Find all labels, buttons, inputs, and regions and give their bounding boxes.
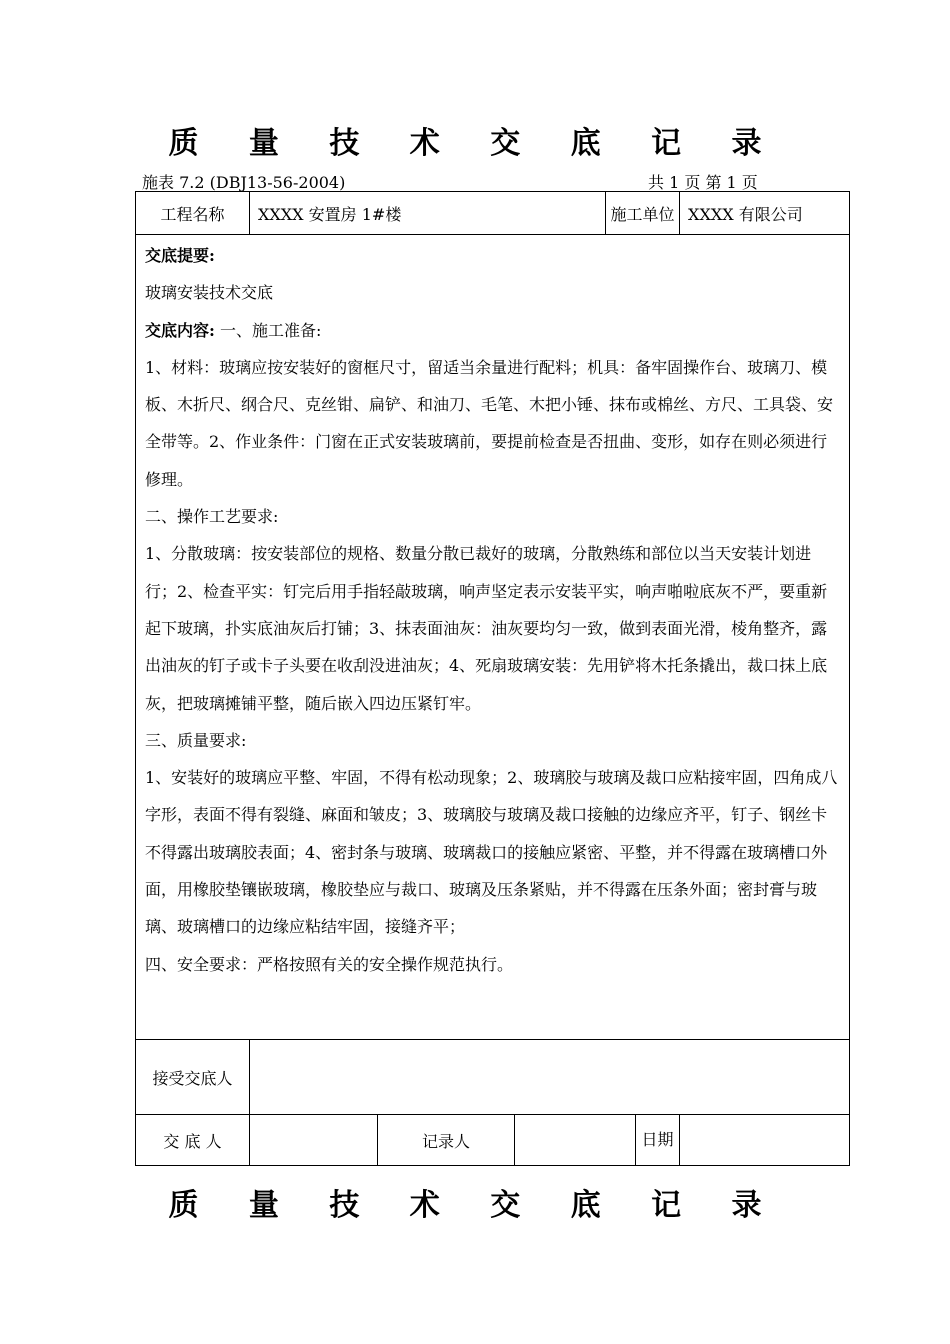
- summary-text: 玻璃安装技术交底: [145, 283, 274, 303]
- presenter-label: 交 底 人: [136, 1115, 250, 1166]
- content-cell: [136, 235, 850, 1040]
- document-title: 质 量 技 术 交 底 记 录: [168, 126, 782, 161]
- paragraph-preparation: 1、材料：玻璃应按安装好的窗框尺寸，留适当余量进行配料；机具：备牢固操作台、玻璃刀、模板、木折尺、纲合尺、克丝钳、扁铲、和油刀、毛笔、木把小锤、抹布或棉丝、方尺、工具袋、安全带等。2、作业条件：门窗在正式安装玻璃前，要提前检查是否扭曲、变形，如存在则必须进行修理。: [145, 357, 834, 489]
- recorder-label: 记录人: [378, 1115, 515, 1166]
- paragraph-quality: 1、安装好的玻璃应平整、牢固，不得有松动现象；2、玻璃胶与玻璃及裁口应粘接牢固，四角成八字形，表面不得有裂缝、麻面和皱皮；3、玻璃胶与玻璃及裁口接触的边缘应齐平，钉子、钢丝卡不得露出玻璃胶表面；4、密封条与玻璃、玻璃裁口的接触应紧密、平整，并不得露在玻璃槽口外面，用橡胶垫镶嵌玻璃，橡胶垫应与裁口、玻璃及压条紧贴，并不得露在压条外面；密封膏与玻璃、玻璃槽口的边缘应粘结牢固，接缝齐平；: [145, 768, 838, 937]
- presenter-value[interactable]: [250, 1115, 378, 1166]
- contractor-value: XXXX 有限公司: [680, 192, 850, 235]
- content-label: 交底内容:: [145, 320, 215, 340]
- paragraph-process: 1、分散玻璃：按安装部位的规格、数量分散已裁好的玻璃，分散熟练和部位以当天安装计划进行；2、检查平实：钉完后用手指轻敲玻璃，响声坚定表示安装平实，响声啪啦底灰不严，要重新起下玻璃，扑实底油灰后打铺；3、抹表面油灰：油灰要均匀一致，做到表面光滑，棱角整齐，露出油灰的钉子或卡子头要在收刮没进油灰；4、死扇玻璃安装：先用铲将木托条撬出，裁口抹上底灰，把玻璃摊铺平整，随后嵌入四边压紧钉牢。: [145, 544, 828, 713]
- form-code: 施表 7.2 (DBJ13-56-2004): [142, 173, 346, 192]
- receiver-label: 接受交底人: [136, 1040, 250, 1115]
- date-label: 日期: [636, 1115, 680, 1166]
- recorder-value[interactable]: [515, 1115, 636, 1166]
- project-name-value: XXXX 安置房 1#楼: [250, 192, 606, 235]
- date-value[interactable]: [680, 1115, 850, 1166]
- receiver-value[interactable]: [250, 1040, 850, 1115]
- record-table: [135, 191, 850, 1166]
- project-name-label: 工程名称: [136, 192, 250, 235]
- section-heading-quality: 三、质量要求:: [145, 730, 247, 750]
- contractor-label: 施工单位: [606, 192, 680, 235]
- section-safety: 四、安全要求：严格按照有关的安全操作规范执行。: [145, 954, 514, 974]
- content-intro: 一、施工准备:: [214, 320, 322, 340]
- page-info: 共 1 页 第 1 页: [648, 173, 758, 192]
- summary-label: 交底提要:: [145, 246, 215, 265]
- document-title-repeat: 质 量 技 术 交 底 记 录: [168, 1188, 782, 1223]
- section-heading-process: 二、操作工艺要求:: [145, 507, 279, 527]
